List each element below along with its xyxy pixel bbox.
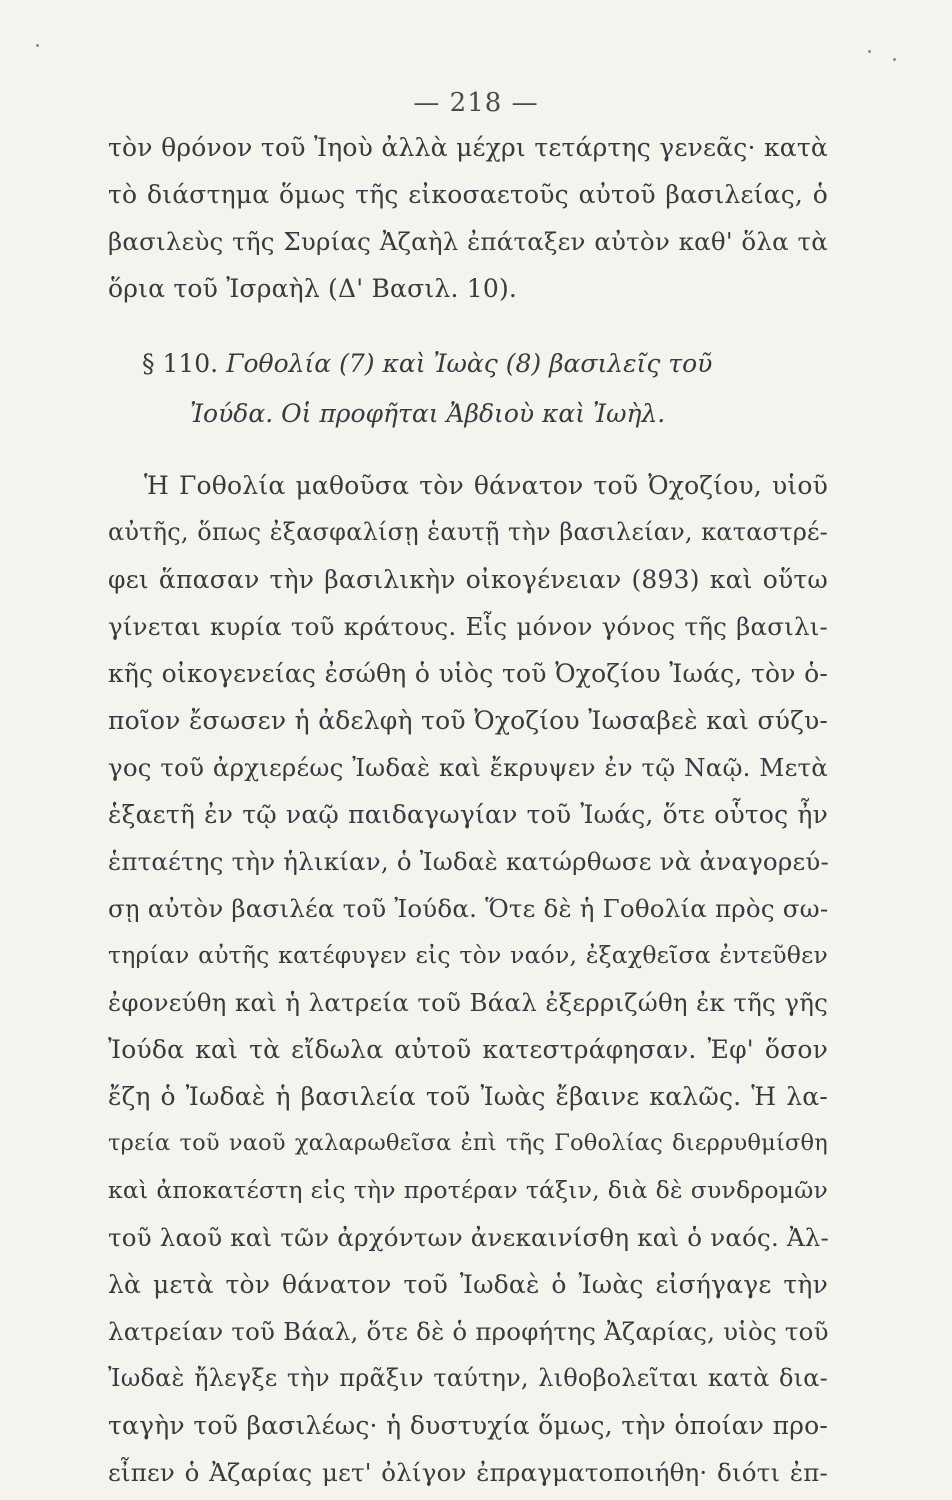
text-line: ἔζη ὁ Ἰωδαὲ ἡ βασιλεία τοῦ Ἰωὰς ἔβαινε καλῶς. Ἡ λα- — [108, 1082, 828, 1111]
text-line: εἶπεν ὁ Ἀζαρίας μετ' ὀλίγον ἐπραγματοποιήθη· διότι ἐπ- — [108, 1458, 828, 1487]
paper-speck — [893, 58, 896, 61]
section-title-line-2: Ἰούδα. Οἱ προφῆται Ἀβδιοὺ καὶ Ἰωὴλ. — [190, 399, 666, 428]
text-line: ἐφονεύθη καὶ ἡ λατρεία τοῦ Βάαλ ἐξερριζώθη ἐκ τῆς γῆς — [108, 988, 828, 1017]
paper-speck — [868, 50, 871, 53]
section-heading-continued — [190, 390, 870, 437]
section-number: § 110. — [142, 349, 219, 378]
text-line: Ἰούδα καὶ τὰ εἴδωλα αὐτοῦ κατεστράφησαν. Ἐφ' ὅσον — [108, 1035, 828, 1064]
text-line: γος τοῦ ἀρχιερέως Ἰωδαὲ καὶ ἔκρυψεν ἐν τῷ Ναῷ. Μετὰ — [108, 753, 828, 782]
text-line: καὶ ἀποκατέστη εἰς τὴν προτέραν τάξιν, διὰ δὲ συνδρομῶν — [108, 1176, 828, 1204]
text-line: τὸ διάστημα ὅμως τῆς εἰκοσαετοῦς αὐτοῦ βασιλείας, ὁ — [108, 180, 828, 209]
text-line: σῃ αὐτὸν βασιλέα τοῦ Ἰούδα. Ὅτε δὲ ἡ Γοθολία πρὸς σω- — [108, 894, 829, 923]
text-line: τὸν θρόνον τοῦ Ἰηοὺ ἀλλὰ μέχρι τετάρτης γενεᾶς· κατὰ — [108, 133, 828, 162]
section-title-line-1: Γοθολία (7) καὶ Ἰωὰς (8) βασιλεῖς τοῦ — [226, 349, 713, 378]
page-number: — 218 — — [413, 88, 539, 118]
text-line: ἑξαετῆ ἐν τῷ ναῷ παιδαγωγίαν τοῦ Ἰωάς, ὅτε οὗτος ἦν — [108, 800, 828, 829]
text-line: ἑπταέτης τὴν ἡλικίαν, ὁ Ἰωδαὲ κατώρθωσε νὰ ἀναγορεύ- — [108, 847, 829, 876]
text-line: βασιλεὺς τῆς Συρίας Ἀζαὴλ ἐπάταξεν αὐτὸν καθ' ὅλα τὰ — [108, 227, 828, 256]
text-line: γίνεται κυρία τοῦ κράτους. Εἷς μόνον γόνος τῆς βασιλι- — [108, 612, 828, 641]
text-line: Ἰωδαὲ ἤλεγξε τὴν πρᾶξιν ταύτην, λιθοβολεῖται κατὰ δια- — [108, 1364, 828, 1392]
text-line: αὐτῆς, ὅπως ἐξασφαλίσῃ ἑαυτῇ τὴν βασιλείαν, καταστρέ- — [108, 518, 828, 546]
section-body — [108, 462, 828, 1496]
text-line: ταγὴν τοῦ βασιλέως· ἡ δυστυχία ὅμως, τὴν ὁποίαν προ- — [108, 1411, 828, 1440]
text-line: τοῦ λαοῦ καὶ τῶν ἀρχόντων ἀνεκαινίσθη καὶ ὁ ναός. Ἀλ- — [108, 1223, 830, 1252]
text-line: ὅρια τοῦ Ἰσραὴλ (Δ' Βασιλ. 10). — [108, 274, 518, 303]
text-line: λὰ μετὰ τὸν θάνατον τοῦ Ἰωδαὲ ὁ Ἰωὰς εἰσήγαγε τὴν — [108, 1270, 828, 1299]
text-line: τηρίαν αὐτῆς κατέφυγεν εἰς τὸν ναόν, ἐξαχθεῖσα ἐντεῦθεν — [108, 941, 828, 969]
text-line: ποῖον ἔσωσεν ἡ ἀδελφὴ τοῦ Ὀχοζίου Ἰωσαβεὲ καὶ σύζυ- — [108, 706, 828, 735]
text-line: κῆς οἰκογενείας ἐσώθη ὁ υἱὸς τοῦ Ὀχοζίου Ἰωάς, τὸν ὁ- — [108, 659, 828, 688]
text-line: τρεία τοῦ ναοῦ χαλαρωθεῖσα ἐπὶ τῆς Γοθολίας διερρυθμίσθη — [108, 1130, 828, 1156]
text-line: Ἡ Γοθολία μαθοῦσα τὸν θάνατον τοῦ Ὀχοζίου, υἱοῦ — [144, 471, 828, 500]
paper-speck — [36, 44, 39, 47]
continued-paragraph — [108, 124, 828, 312]
text-line: λατρείαν τοῦ Βάαλ, ὅτε δὲ ὁ προφήτης Ἀζαρίας, υἱὸς τοῦ — [108, 1317, 829, 1346]
text-line: φει ἅπασαν τὴν βασιλικὴν οἰκογένειαν (893) καὶ οὕτω — [108, 565, 828, 594]
section-heading — [142, 340, 822, 387]
